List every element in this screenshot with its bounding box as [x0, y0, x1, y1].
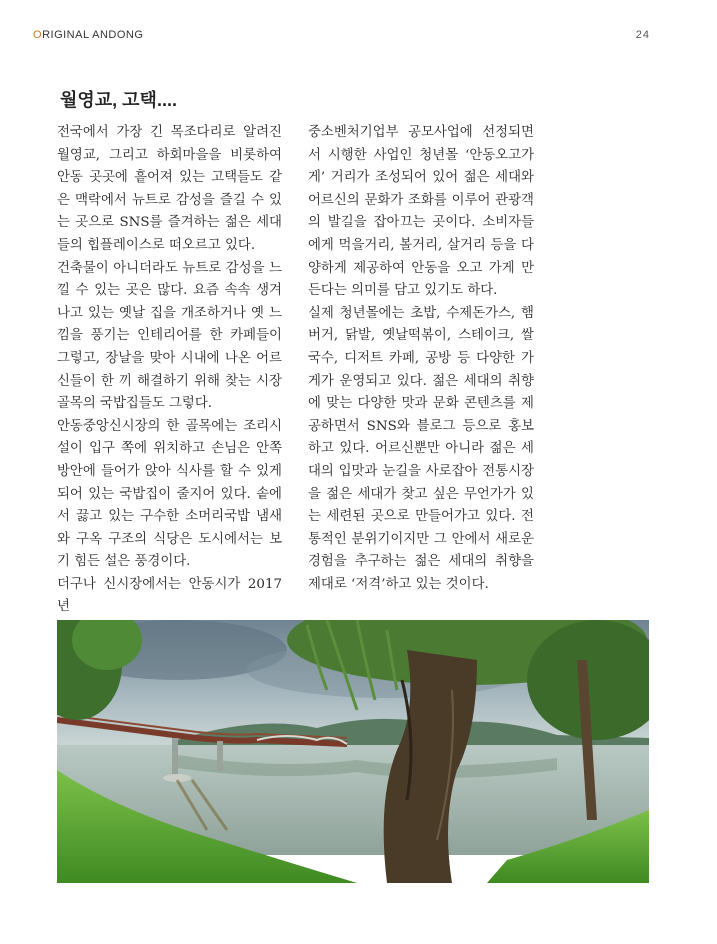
- paragraph: 전국에서 가장 긴 목조다리로 알려진 월영교, 그리고 하회마을을 비롯하여 안동 곳곳에 흩어져 있는 고택들도 같은 맥락에서 뉴트로 감성을 즐길 수 있는 곳으로 SNS를 즐겨하는 젊은 세대들의 힙플레이스로 떠오르고 있다.: [57, 125, 282, 253]
- paragraph: 안동중앙신시장의 한 골목에는 조리시설이 입구 쪽에 위치하고 손님은 안쪽 방안에 들어가 앉아 식사를 할 수 있게 되어 있는 국밥집이 줄지어 있다. 솥에서 끓고 있는 구수한 소머리국밥 냄새와 구옥 구조의 식당은 도시에서는 보기 힘든 설은 풍경이다.: [57, 418, 282, 570]
- article-title: 월영교, 고택....: [60, 90, 177, 110]
- paragraph: 더구나 신시장에서는 안동시가 2017년: [57, 576, 282, 615]
- brand-name: RIGINAL ANDONG: [42, 29, 144, 41]
- right-column: [308, 122, 534, 596]
- left-column: [57, 122, 282, 619]
- landscape-photo: [57, 620, 649, 883]
- brand-initial: O: [33, 29, 43, 41]
- brand-wordmark: [33, 29, 143, 41]
- paragraph: 실제 청년몰에는 초밥, 수제돈가스, 햄버거, 닭발, 옛날떡볶이, 스테이크, 쌀국수, 디저트 카페, 공방 등 다양한 가게가 운영되고 있다. 젊은 세대의 취향에 맞는 다양한 맛과 문화 콘텐츠를 제공하면서 SNS와 블로그 등으로 홍보하고 있다. 어르신뿐만 아니라 젊은 세대의 입맛과 눈길을 사로잡아 전통시장을 젊은 세대가 찾고 싶은 무언가가 있는 세련된 곳으로 만들어가고 있다. 전통적인 분위기이지만 그 안에서 새로운 경험을 추구하는 젊은 세대의 취향을 제대로 ‘저격’하고 있는 것이다.: [308, 305, 534, 592]
- bridge-lake-illustration: [57, 620, 649, 883]
- page-number: 24: [635, 29, 650, 41]
- paragraph: 중소벤처기업부 공모사업에 선정되면서 시행한 사업인 청년몰 ‘안동오고가게’ 거리가 조성되어 있어 젊은 세대와 어르신의 문화가 조화를 이루어 관광객의 발길을 잡아끄는 곳이다. 소비자들에게 먹을거리, 볼거리, 살거리 등을 다양하게 제공하여 안동을 오고 가게 만든다는 의미를 담고 있기도 하다.: [308, 125, 534, 299]
- paragraph: 건축물이 아니더라도 뉴트로 감성을 느낄 수 있는 곳은 많다. 요즘 속속 생겨나고 있는 옛날 집을 개조하거나 옛 느낌을 풍기는 인테리어를 한 카페들이 그렇고, 장날을 맞아 시내에 나온 어르신들이 한 끼 해결하기 위해 찾는 시장골목의 국밥집들도 그렇다.: [57, 260, 282, 412]
